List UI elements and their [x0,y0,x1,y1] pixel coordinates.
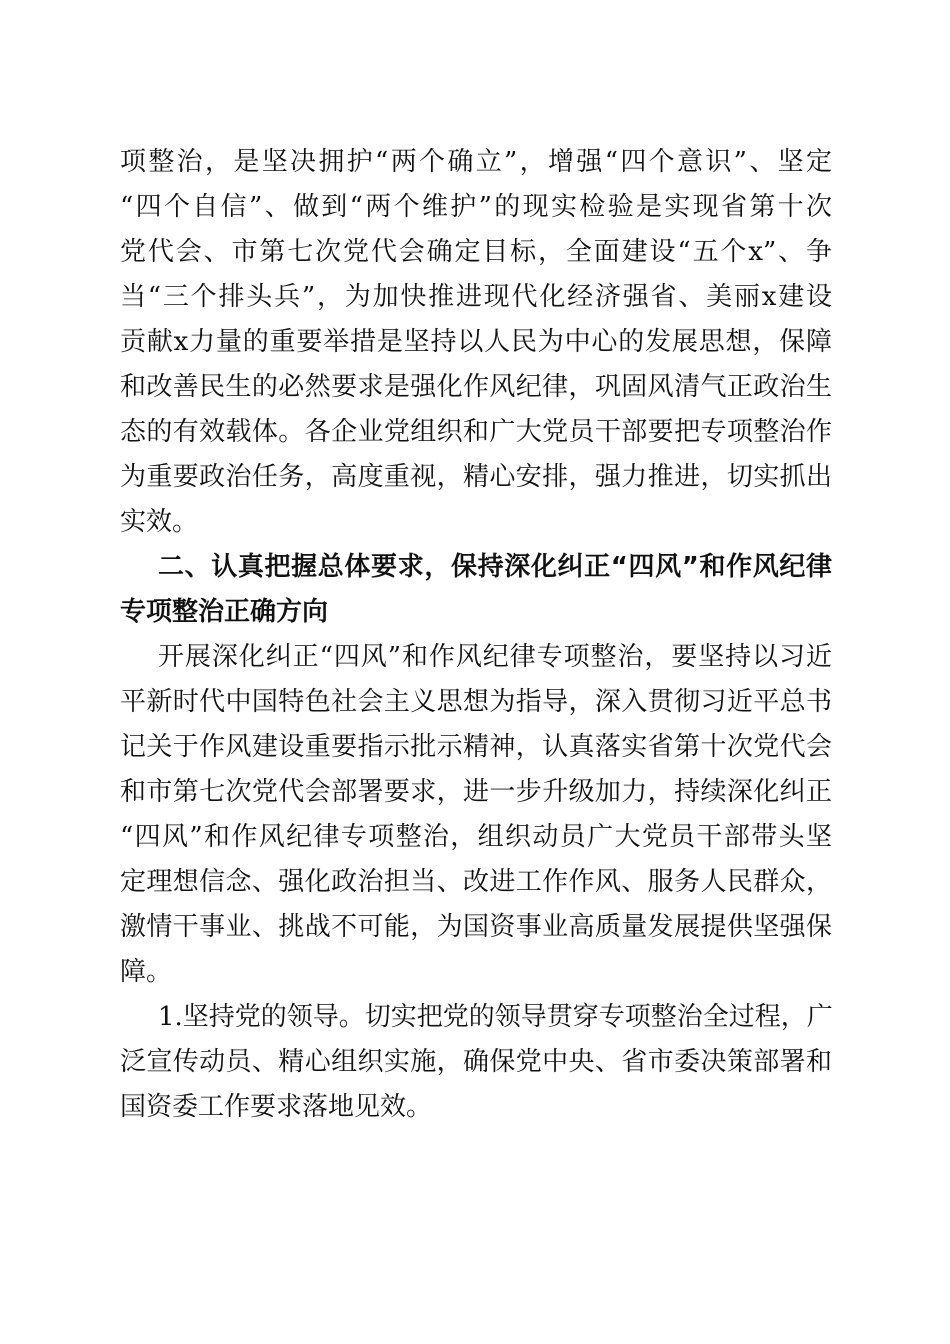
text-line: 1.坚持党的领导。切实把党的领导贯穿专项整治全过程，广 [158,1002,833,1032]
text-line: 定理想信念、强化政治担当、改进工作作风、服务人民群众， [120,867,832,897]
text-line: 和市第七次党代会部署要求，进一步升级加力，持续深化纠正 [120,777,832,807]
text-line: 开展深化纠正“四风”和作风纪律专项整治，要坚持以习近 [158,642,832,672]
text-line: “四风”和作风纪律专项整治，组织动员广大党员干部带头坚 [120,822,832,852]
text-line: 泛宣传动员、精心组织实施，确保党中央、省市委决策部署和 [120,1047,832,1077]
heading-line: 专项整治正确方向 [120,597,329,627]
heading-line: 二、认真把握总体要求，保持深化纠正“四风”和作风纪律 [158,552,832,582]
text-line: 实效。 [120,507,199,537]
text-line: 党代会、市第七次党代会确定目标，全面建设“五个x”、争 [120,237,832,267]
text-line: 当“三个排头兵”，为加快推进现代化经济强省、美丽x建设 [120,282,832,312]
text-line: “四个自信”、做到“两个维护”的现实检验是实现省第十次 [120,192,832,222]
text-line: 国资委工作要求落地见效。 [120,1092,433,1122]
text-line: 态的有效载体。各企业党组织和广大党员干部要把专项整治作 [120,417,832,447]
text-line: 和改善民生的必然要求是强化作风纪律，巩固风清气正政治生 [120,372,832,402]
text-line: 记关于作风建设重要指示批示精神，认真落实省第十次党代会 [120,732,832,762]
text-line: 激情干事业、挑战不可能，为国资事业高质量发展提供坚强保 [120,912,832,942]
text-line: 贡献x力量的重要举措是坚持以人民为中心的发展思想，保障 [120,327,832,357]
text-line: 障。 [120,957,173,987]
text-line: 项整治，是坚决拥护“两个确立”，增强“四个意识”、坚定 [120,147,832,177]
text-line: 为重要政治任务，高度重视，精心安排，强力推进，切实抓出 [120,462,832,492]
text-line: 平新时代中国特色社会主义思想为指导，深入贯彻习近平总书 [120,687,832,717]
